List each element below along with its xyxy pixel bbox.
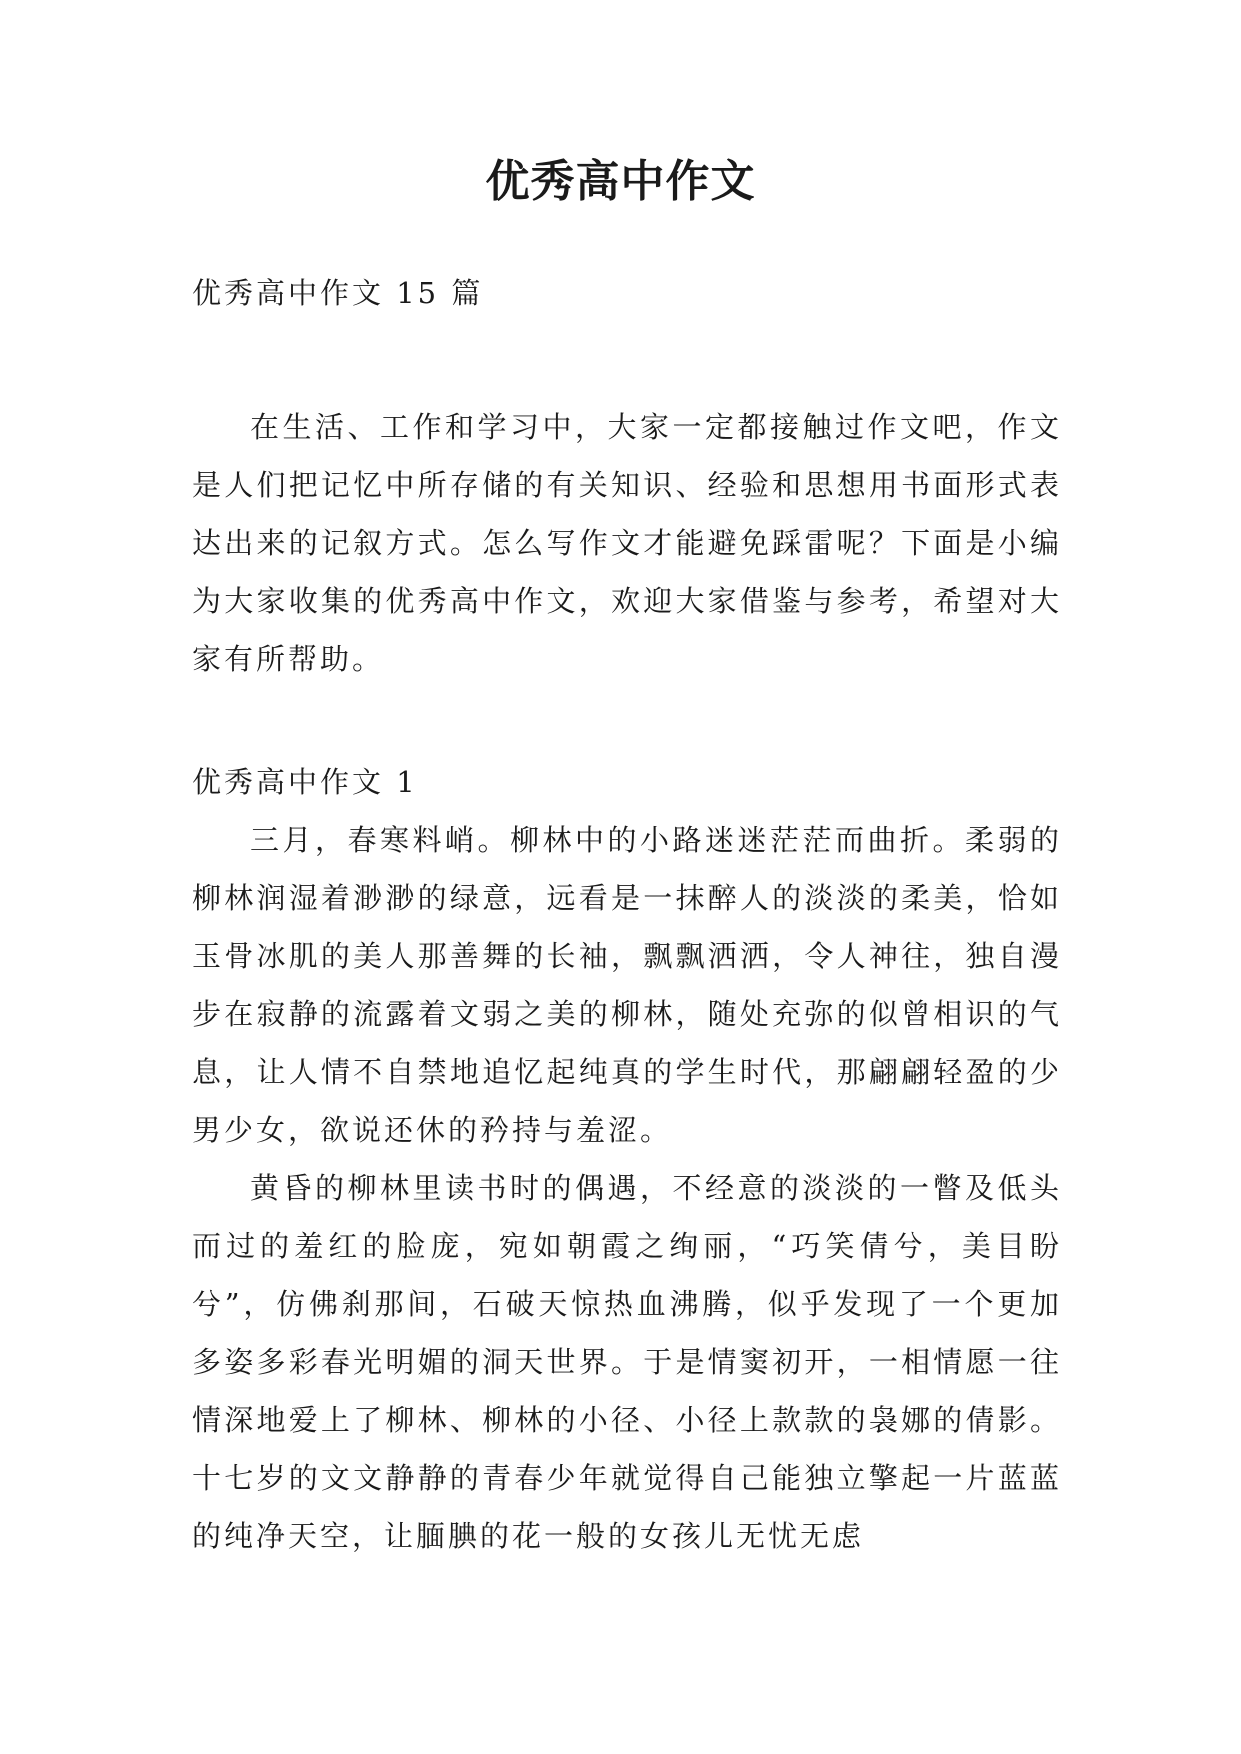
- document-title: 优秀高中作文: [485, 156, 756, 207]
- document-subtitle: 优秀高中作文 15 篇: [192, 276, 484, 310]
- section-heading: 优秀高中作文 1: [192, 765, 418, 799]
- essay-paragraph: 黄昏的柳林里读书时的偶遇，不经意的淡淡的一瞥及低头而过的羞红的脸庞，宛如朝霞之绚丽，“巧笑倩兮，美目盼兮”，仿佛刹那间，石破天惊热血沸腾，似乎发现了一个更加多姿多彩春光明媚的洞天世界。于是情窦初开，一相情愿一往情深地爱上了柳林、柳林的小径、小径上款款的袅娜的倩影。十七岁的文文静静的青春少年就觉得自己能独立擎起一片蓝蓝的纯净天空，让腼腆的花一般的女孩儿无忧无虑: [192, 1171, 1062, 1553]
- essay-paragraph: 三月，春寒料峭。柳林中的小路迷迷茫茫而曲折。柔弱的柳林润湿着渺渺的绿意，远看是一抹醉人的淡淡的柔美，恰如玉骨冰肌的美人那善舞的长袖，飘飘洒洒，令人神往，独自漫步在寂静的流露着文弱之美的柳林，随处充弥的似曾相识的气息，让人情不自禁地追忆起纯真的学生时代，那翩翩轻盈的少男少女，欲说还休的矜持与羞涩。: [192, 823, 1062, 1147]
- intro-paragraph: 在生活、工作和学习中，大家一定都接触过作文吧，作文是人们把记忆中所存储的有关知识、经验和思想用书面形式表达出来的记叙方式。怎么写作文才能避免踩雷呢？下面是小编为大家收集的优秀高中作文，欢迎大家借鉴与参考，希望对大家有所帮助。: [192, 410, 1062, 676]
